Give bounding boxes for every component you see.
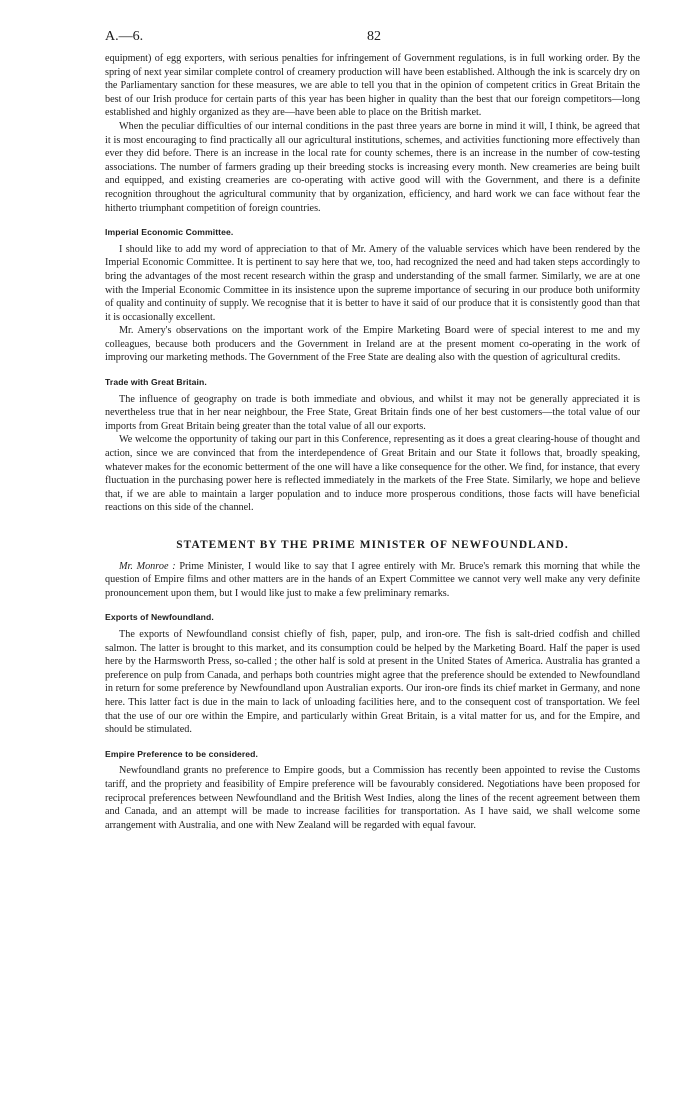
- speaker-remarks: Prime Minister, I would like to say that I agree entirely with Mr. Bruce's remark this morning that while the question of Empire films and other matters are in the hands of an Expert Committee we cannot very well make any very definite pronouncement upon them, but I would like just to make a few preliminary remarks.: [105, 560, 640, 599]
- paragraph: The influence of geography on trade is both immediate and obvious, and whilst it may not be generally appreciated it is nevertheless true that in her near neighbour, the Free State, Great Britain finds one of her best customers—the total value of our imports from Great Britain being greater than the total value of all our exports.: [105, 393, 640, 432]
- paragraph: equipment) of egg exporters, with serious penalties for infringement of Government regulations, is in full working order. By the spring of next year similar complete control of creamery production will have been established. Although the ink is scarcely dry on the Parliamentary sanction for these measures, we are able to tell you that in the opinion of competent critics in Great Britain the best of our Irish produce for certain parts of this year has been higher in quality than the best that our foreign competitors—long established and highly organized as they are—have been able to place on the British market.: [105, 53, 640, 119]
- paragraph: We welcome the opportunity of taking our part in this Conference, representing as it does a great clearing-house of thought and action, since we are convinced that from the interdependence of Great Britain and our State it follows that, broadly speaking, whatever makes for the economic betterment of the one will have a like consequence for the other. We find, for instance, that every fluctuation in the purchasing power here is reflected immediately in the markets of the Free State. Similarly, we hope and believe that, if we are able to maintain a larger population and to induce more prosperous conditions, those facts will have beneficial reactions on this side of the channel.: [105, 434, 640, 514]
- document-reference: A.—6.: [105, 29, 144, 44]
- speaker-paragraph: [105, 560, 640, 601]
- speaker-name: Mr. Monroe :: [119, 560, 176, 572]
- section-heading-exports-of-newfoundland: Exports of Newfoundland.: [105, 612, 214, 623]
- page-header: [105, 30, 640, 52]
- document-page: [105, 30, 640, 832]
- statement-title: STATEMENT BY THE PRIME MINISTER OF NEWFOUNDLAND.: [176, 539, 569, 551]
- paragraph: The exports of Newfoundland consist chiefly of fish, paper, pulp, and iron-ore. The fish is salt-dried codfish and chilled salmon. The latter is brought to this market, and its consumption could be helped by the Marketing Board. Half the paper is used here by the Harmsworth Press, so-called ; the other half is sold at present in the United States of America. Australia has granted a preference on pulp from Canada, and perhaps both countries might agree that the preference should be extended to Newfoundland in return for some preference by Newfoundland upon Australian exports. Our iron-ore finds its chief market in Germany, and none here. This latter fact is due in the main to lack of unloading facilities here, and to the consequent cost of transportation. We feel that the use of our ore within the Empire, and particularly within Great Britain, is a vital matter for us, and for the Empire, and should be stimulated.: [105, 628, 640, 736]
- section-heading-imperial-economic-committee: Imperial Economic Committee.: [105, 227, 234, 238]
- section-heading-trade-with-great-britain: Trade with Great Britain.: [105, 377, 207, 388]
- paragraph: Newfoundland grants no preference to Empire goods, but a Commission has recently been appointed to revise the Customs tariff, and the propriety and feasibility of Empire preference will be favourably considered. Negotiations have been proposed for reciprocal preferences between Newfoundland and the British West Indies, along the lines of the recent agreement between them and Canada, and an attempt will be made to increase facilities for transportation. As I have said, we shall welcome some arrangement with Australia, and one with New Zealand will be regarded with equal favour.: [105, 765, 640, 831]
- paragraph: I should like to add my word of appreciation to that of Mr. Amery of the valuable services which have been rendered by the Imperial Economic Committee. It is pertinent to say here that we, too, had recognized the need and had taken steps accordingly to bring the advantages of the most recent research within the grasp and understanding of the small farmer. Similarly, we are at one with the Imperial Economic Committee in its insistence upon the supreme importance of securing in our produce both uniformity of quality and continuity of supply. We recognise that it is better to have it said of our produce that it is consistently good than that it is occasionally excellent.: [105, 243, 640, 323]
- section-heading-empire-preference: Empire Preference to be considered.: [105, 748, 258, 759]
- paragraph: Mr. Amery's observations on the important work of the Empire Marketing Board were of special interest to me and my colleagues, because both producers and the Government in Ireland are at the present moment co-operating in the work of improving our marketing methods. The Government of the Free State are dealing also with the question of agricultural credits.: [105, 325, 640, 364]
- page-number: 82: [367, 29, 381, 44]
- paragraph: When the peculiar difficulties of our internal conditions in the past three years are borne in mind it will, I think, be agreed that it is most encouraging to find practically all our agricultural institutions, schemes, and activities functioning more effectively than ever they did before. There is an increase in the local rate for county schemes, there is an increase in the number of cow-testing associations. The number of farmers grading up their breeding stocks is increasing every month. New creameries are being built and equipped, and existing creameries are co-operating with active good will with the Government, and there is a definite recognition throughout the agricultural community that by organization, efficiency, and hard work we can face without fear the hitherto triumphant competition of foreign countries.: [105, 120, 640, 214]
